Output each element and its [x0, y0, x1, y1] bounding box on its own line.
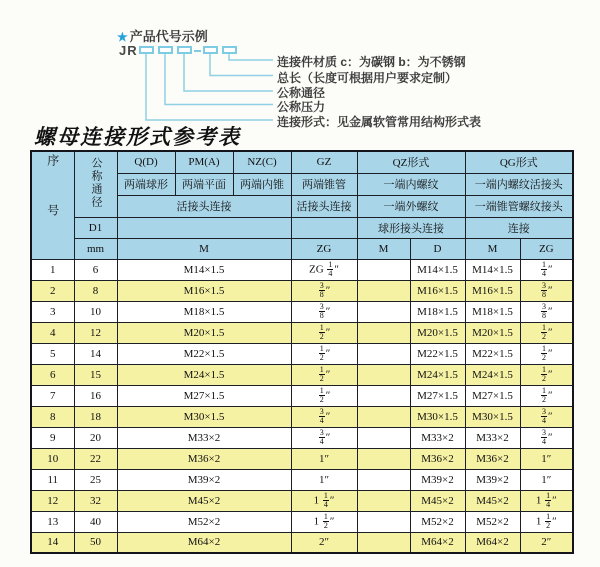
cell-m: M52×2	[117, 511, 291, 532]
cell-qz-d: M27×1.5	[410, 385, 465, 406]
cell-seq: 3	[31, 301, 74, 322]
table-row	[31, 301, 573, 322]
code-prefix: JR	[119, 43, 138, 58]
table-row	[31, 511, 573, 532]
cell-qz-m	[357, 385, 410, 406]
empty-cell	[291, 217, 357, 238]
cell-qg-zg: $\frac{3}{8}$ ″	[520, 280, 573, 301]
mm-unit: mm	[74, 238, 117, 259]
cell-dn: 22	[74, 448, 117, 469]
cell-seq: 11	[31, 469, 74, 490]
code-label-pressure: 公称压力	[277, 100, 326, 114]
qz-row2: 一端内螺纹	[357, 173, 465, 195]
cell-seq: 9	[31, 427, 74, 448]
cell-dn: 20	[74, 427, 117, 448]
table-row	[31, 427, 573, 448]
code-label-diameter: 公称通径	[277, 86, 326, 100]
col-qg-code: QG形式	[465, 151, 573, 173]
cell-dn: 12	[74, 322, 117, 343]
cell-qz-m	[357, 364, 410, 385]
cell-qz-d: M14×1.5	[410, 259, 465, 280]
cell-dn: 15	[74, 364, 117, 385]
code-box-3	[177, 46, 192, 54]
cell-seq: 13	[31, 511, 74, 532]
cell-seq: 2	[31, 280, 74, 301]
cell-qg-zg: 1 $\frac{1}{4}$ ″	[520, 490, 573, 511]
cell-qg-zg: 2″	[520, 532, 573, 553]
cell-qg-m: M22×1.5	[465, 343, 520, 364]
table-row	[31, 259, 573, 280]
qg-m-unit: M	[465, 238, 520, 259]
cell-qz-m	[357, 343, 410, 364]
cell-dn: 10	[74, 301, 117, 322]
col-gz-code: GZ	[291, 151, 357, 173]
cell-qz-m	[357, 490, 410, 511]
nz-ends: 两端内锥	[233, 173, 291, 195]
m-unit: M	[117, 238, 291, 259]
cell-qz-d: M64×2	[410, 532, 465, 553]
cell-qg-m: M39×2	[465, 469, 520, 490]
cell-qg-m: M36×2	[465, 448, 520, 469]
cell-gz: $\frac{3}{4}$ ″	[291, 427, 357, 448]
cell-m: M22×1.5	[117, 343, 291, 364]
cell-qg-zg: 1″	[520, 448, 573, 469]
cell-qz-d: M30×1.5	[410, 406, 465, 427]
col-dn-header: 公称通径	[74, 151, 117, 217]
cell-dn: 32	[74, 490, 117, 511]
cell-qg-m: M64×2	[465, 532, 520, 553]
cell-seq: 1	[31, 259, 74, 280]
code-label-connection: 连接形式：见金属软管常用结构形式表	[277, 115, 482, 129]
cell-m: M27×1.5	[117, 385, 291, 406]
cell-qg-m: M16×1.5	[465, 280, 520, 301]
cell-qz-m	[357, 511, 410, 532]
cell-m: M64×2	[117, 532, 291, 553]
code-box-2	[158, 46, 173, 54]
cell-qg-m: M18×1.5	[465, 301, 520, 322]
cell-gz: $\frac{3}{8}$ ″	[291, 280, 357, 301]
table-row	[31, 448, 573, 469]
table-head	[31, 151, 573, 259]
cell-m: M24×1.5	[117, 364, 291, 385]
union-joint-label: 活接头连接	[117, 195, 291, 217]
qz-row3: 一端外螺纹	[357, 195, 465, 217]
table-row	[31, 385, 573, 406]
code-label-length: 总长（长度可根据用户要求定制）	[277, 70, 458, 85]
cell-qz-m	[357, 448, 410, 469]
star-icon: ★	[117, 30, 128, 44]
cell-qz-d: M52×2	[410, 511, 465, 532]
cell-seq: 10	[31, 448, 74, 469]
cell-m: M45×2	[117, 490, 291, 511]
cell-seq: 12	[31, 490, 74, 511]
cell-qz-m	[357, 301, 410, 322]
cell-dn: 18	[74, 406, 117, 427]
table-row	[31, 469, 573, 490]
cell-gz: 1″	[291, 448, 357, 469]
q-ends: 两端球形	[117, 173, 175, 195]
cell-qz-d: M16×1.5	[410, 280, 465, 301]
gz-ends: 两端锥管	[291, 173, 357, 195]
table-row	[31, 343, 573, 364]
cell-qg-zg: $\frac{1}{2}$ ″	[520, 343, 573, 364]
cell-m: M36×2	[117, 448, 291, 469]
table-body	[31, 259, 573, 553]
cell-gz: ZG $\frac{1}{4}$ ″	[291, 259, 357, 280]
cell-qg-m: M52×2	[465, 511, 520, 532]
code-box-1	[139, 46, 154, 54]
col-q-code: Q(D)	[117, 151, 175, 173]
qg-row3: 一端锥管螺纹接头	[465, 195, 573, 217]
cell-gz: $\frac{1}{2}$ ″	[291, 343, 357, 364]
cell-seq: 14	[31, 532, 74, 553]
cell-qg-zg: $\frac{1}{2}$ ″	[520, 322, 573, 343]
cell-qg-zg: $\frac{3}{8}$ ″	[520, 301, 573, 322]
cell-gz: 1″	[291, 469, 357, 490]
cell-qz-m	[357, 532, 410, 553]
cell-qg-zg: 1 $\frac{1}{2}$ ″	[520, 511, 573, 532]
cell-m: M16×1.5	[117, 280, 291, 301]
cell-qg-m: M33×2	[465, 427, 520, 448]
cell-qz-d: M18×1.5	[410, 301, 465, 322]
diagram-title-text: 产品代号示例	[129, 29, 208, 44]
cell-qz-m	[357, 427, 410, 448]
cell-qg-zg: $\frac{1}{2}$ ″	[520, 385, 573, 406]
qz-row4: 球形接头连接	[357, 217, 465, 238]
cell-qg-m: M45×2	[465, 490, 520, 511]
cell-seq: 6	[31, 364, 74, 385]
gz-union-label: 活接头连接	[291, 195, 357, 217]
cell-m: M18×1.5	[117, 301, 291, 322]
cell-dn: 6	[74, 259, 117, 280]
cell-dn: 25	[74, 469, 117, 490]
cell-gz: $\frac{3}{8}$ ″	[291, 301, 357, 322]
cell-qg-m: M14×1.5	[465, 259, 520, 280]
cell-qz-d: M24×1.5	[410, 364, 465, 385]
code-box-4	[203, 46, 218, 54]
table-row	[31, 532, 573, 553]
cell-qg-zg: $\frac{1}{4}$ ″	[520, 259, 573, 280]
cell-qg-zg: $\frac{3}{4}$ ″	[520, 427, 573, 448]
col-pm-code: PM(A)	[175, 151, 233, 173]
table-row	[31, 280, 573, 301]
code-label-material: 连接件材质 c：为碳钢 b：为不锈钢	[277, 55, 466, 69]
cell-gz: $\frac{1}{2}$ ″	[291, 322, 357, 343]
cell-qz-m	[357, 280, 410, 301]
col-qz-code: QZ形式	[357, 151, 465, 173]
cell-qg-m: M27×1.5	[465, 385, 520, 406]
nut-connection-table	[30, 150, 574, 554]
cell-qg-zg: $\frac{3}{4}$ ″	[520, 406, 573, 427]
cell-qz-d: M33×2	[410, 427, 465, 448]
cell-dn: 14	[74, 343, 117, 364]
cell-gz: 1 $\frac{1}{4}$ ″	[291, 490, 357, 511]
cell-qz-d: M39×2	[410, 469, 465, 490]
cell-seq: 7	[31, 385, 74, 406]
cell-qz-d: M20×1.5	[410, 322, 465, 343]
cell-qg-zg: 1″	[520, 469, 573, 490]
qg-row4: 连接	[465, 217, 573, 238]
cell-qg-zg: $\frac{1}{2}$ ″	[520, 364, 573, 385]
cell-qz-d: M36×2	[410, 448, 465, 469]
gz-unit: ZG	[291, 238, 357, 259]
cell-qz-d: M45×2	[410, 490, 465, 511]
page-title: 螺母连接形式参考表	[34, 125, 241, 149]
cell-gz: $\frac{1}{2}$ ″	[291, 385, 357, 406]
cell-m: M20×1.5	[117, 322, 291, 343]
d1-label: D1	[74, 217, 117, 238]
cell-dn: 40	[74, 511, 117, 532]
qg-zg-unit: ZG	[520, 238, 573, 259]
code-dash	[194, 50, 201, 52]
col-nz-code: NZ(C)	[233, 151, 291, 173]
empty-cell	[117, 217, 291, 238]
table-row	[31, 406, 573, 427]
table-row	[31, 364, 573, 385]
qz-d-unit: D	[410, 238, 465, 259]
cell-qg-m: M20×1.5	[465, 322, 520, 343]
cell-dn: 8	[74, 280, 117, 301]
col-seq-header: 序号	[31, 151, 74, 259]
code-box-5	[222, 46, 237, 54]
cell-dn: 50	[74, 532, 117, 553]
cell-qz-d: M22×1.5	[410, 343, 465, 364]
cell-m: M33×2	[117, 427, 291, 448]
pm-ends: 两端平面	[175, 173, 233, 195]
cell-qg-m: M30×1.5	[465, 406, 520, 427]
cell-m: M39×2	[117, 469, 291, 490]
cell-m: M30×1.5	[117, 406, 291, 427]
cell-gz: 1 $\frac{1}{2}$ ″	[291, 511, 357, 532]
cell-qz-m	[357, 406, 410, 427]
cell-m: M14×1.5	[117, 259, 291, 280]
cell-qz-m	[357, 469, 410, 490]
cell-dn: 16	[74, 385, 117, 406]
qg-row2: 一端内螺纹活接头	[465, 173, 573, 195]
qz-m-unit: M	[357, 238, 410, 259]
cell-gz: $\frac{3}{4}$ ″	[291, 406, 357, 427]
cell-seq: 5	[31, 343, 74, 364]
cell-qz-m	[357, 259, 410, 280]
cell-qz-m	[357, 322, 410, 343]
table-row	[31, 490, 573, 511]
cell-seq: 4	[31, 322, 74, 343]
cell-gz: $\frac{1}{2}$ ″	[291, 364, 357, 385]
table-row	[31, 322, 573, 343]
cell-seq: 8	[31, 406, 74, 427]
cell-gz: 2″	[291, 532, 357, 553]
cell-qg-m: M24×1.5	[465, 364, 520, 385]
